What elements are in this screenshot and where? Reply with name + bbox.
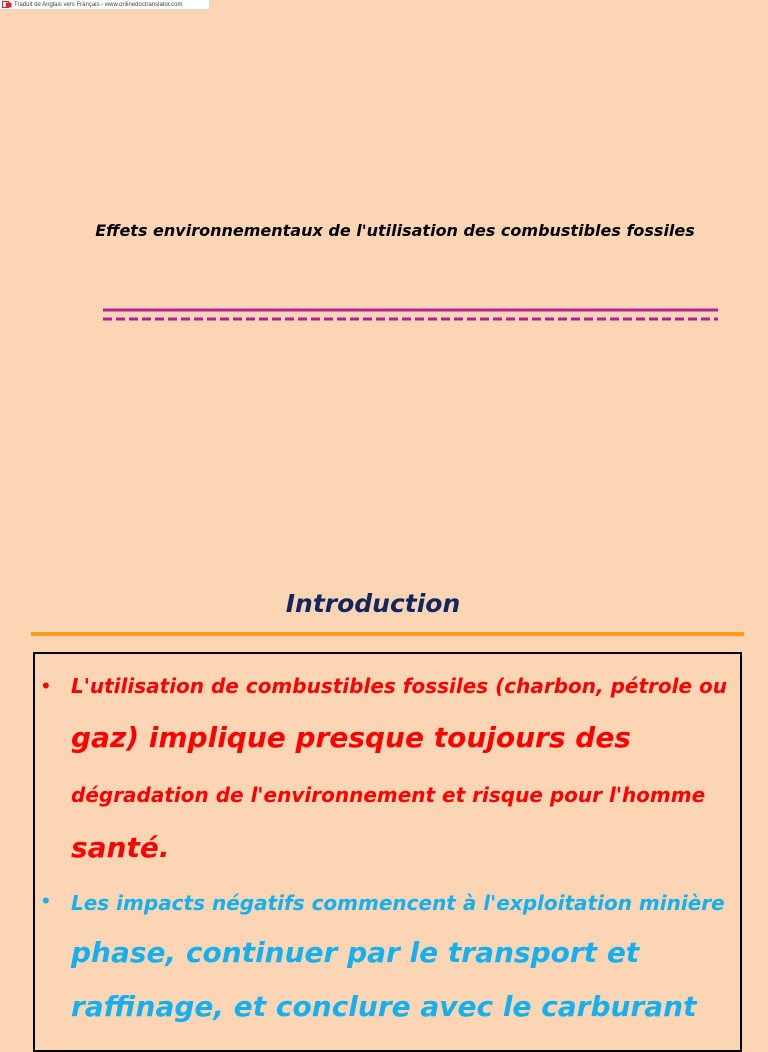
bullet-list-box [33,652,742,1052]
document-title: Effets environnementaux de l'utilisation des combustibles fossiles [95,221,695,240]
translator-watermark[interactable] [0,0,210,10]
bullet-2-line-3: raffinage, et conclure avec le carburant [71,990,697,1023]
bullet-marker: • [42,888,50,913]
document-translate-icon [2,1,12,8]
bullet-1-line-2: gaz) implique presque toujours des [71,721,631,754]
bullet-marker: • [42,673,50,698]
bullet-2-line-2: phase, continuer par le transport et [71,936,640,969]
bullet-1-line-1: L'utilisation de combustibles fossiles (charbon, pétrole ou [71,674,727,698]
bullet-1-line-3: dégradation de l'environnement et risque pour l'homme [71,783,706,807]
bullet-2-line-1: Les impacts négatifs commencent à l'exploitation minière [71,891,725,915]
heading-underline [31,632,744,636]
bullet-1-line-4: santé. [71,831,170,864]
section-heading: Introduction [285,589,461,618]
watermark-text: Traduit de Anglais vers Français - www.onlinedoctranslator.com [14,1,183,8]
title-divider [103,306,718,324]
